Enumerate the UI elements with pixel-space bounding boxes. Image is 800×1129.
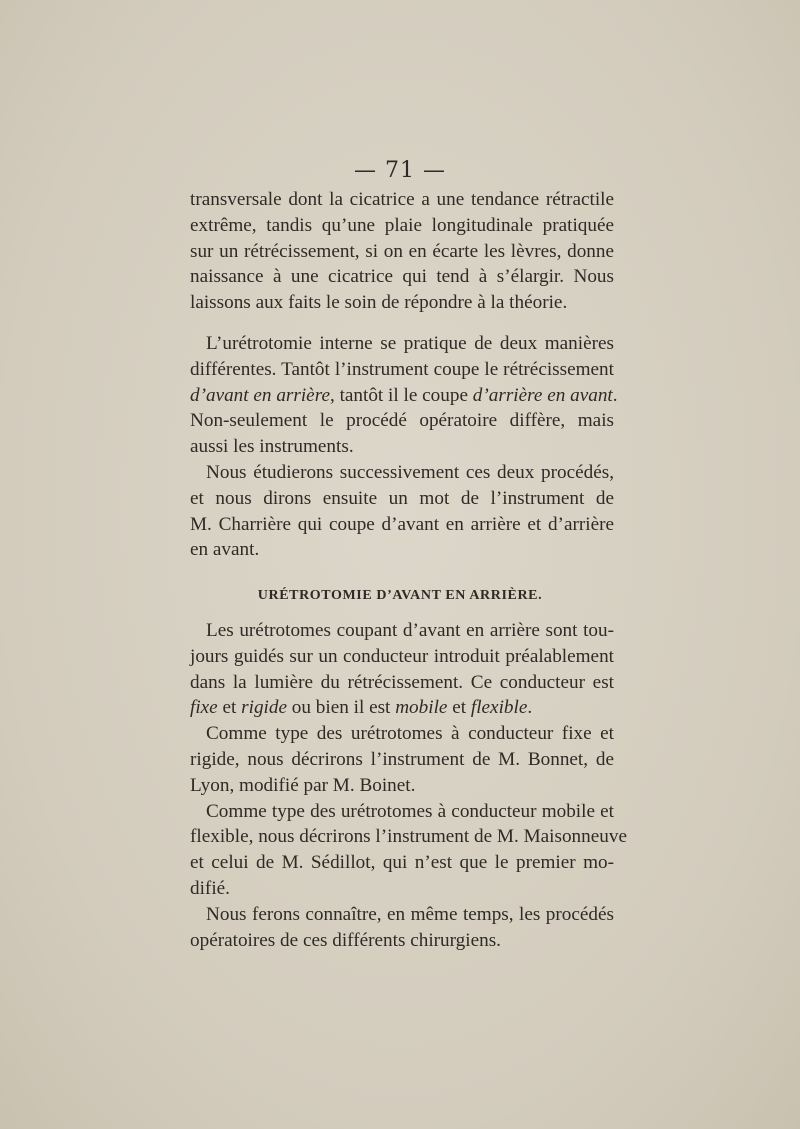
text-span: . — [612, 384, 618, 406]
text-line — [190, 383, 618, 409]
text-line — [190, 695, 614, 721]
text-span: et — [447, 697, 471, 719]
text-line: L’urétrotomie interne se pratique de deux manières — [206, 333, 614, 354]
text-span: et — [217, 697, 242, 719]
text-line: sur un rétrécissement, si on en écarte les lèvres, donne — [190, 240, 614, 262]
text-line: Comme type des urétrotomes à conducteur fixe et — [206, 723, 614, 745]
text-span: . — [527, 697, 533, 719]
text-line: Lyon, modifié par M. Boinet. — [190, 774, 416, 796]
text-line: Non-seulement le procédé opératoire diffère, mais — [190, 410, 614, 432]
text-line: laissons aux faits le soin de répondre à la théorie. — [190, 292, 568, 314]
page-number: — 71 — — [354, 158, 446, 183]
text-line: extrême, tandis qu’une plaie longitudinale pratiquée — [190, 214, 614, 236]
text-line: Comme type des urétrotomes à conducteur mobile et — [206, 800, 614, 822]
paragraph-3 — [190, 618, 627, 953]
text-line: dans la lumière du rétrécissement. Ce conducteur est — [190, 671, 614, 693]
text-line: opératoires de ces différents chirurgiens. — [190, 929, 501, 951]
paragraph-2 — [190, 331, 618, 563]
text-line: naissance à une cicatrice qui tend à s’élargir. Nous — [190, 266, 614, 288]
text-line: flexible, nous décrirons l’instrument de M. Maisonneuve — [190, 826, 627, 848]
text-line: Les urétrotomes coupant d’avant en arrière sont tou- — [206, 620, 614, 641]
paragraph-1 — [190, 187, 614, 316]
italic-text: d’avant en arrière — [190, 384, 330, 406]
text-line: transversale dont la cicatrice a une tendance rétractile — [190, 189, 614, 210]
text-line: et nous dirons ensuite un mot de l’instrument de — [190, 487, 614, 509]
text-line: Nous étudierons successivement ces deux procédés, — [206, 461, 614, 483]
text-line: jours guidés sur un conducteur introduit préalablement — [190, 645, 614, 667]
text-span: ou bien il est — [287, 697, 396, 719]
text-line: et celui de M. Sédillot, qui n’est que le premier mo- — [190, 852, 614, 874]
italic-text: fixe — [190, 697, 218, 719]
text-span: , tantôt il le coupe — [329, 384, 473, 406]
italic-text: d’arrière en avant — [472, 384, 613, 406]
section-heading: URÉTROTOMIE D’AVANT EN ARRIÈRE. — [257, 588, 543, 603]
italic-text: rigide — [241, 697, 287, 719]
text-line: rigide, nous décrirons l’instrument de M. Bonnet, de — [190, 748, 614, 770]
text-line: en avant. — [190, 539, 260, 561]
text-line: différentes. Tantôt l’instrument coupe le rétrécissement — [190, 358, 614, 380]
italic-text: mobile — [395, 697, 448, 719]
text-line: Nous ferons connaître, en même temps, les procédés — [206, 903, 614, 925]
text-line: difié. — [190, 877, 230, 899]
text-line: aussi les instruments. — [190, 436, 354, 458]
text-line: M. Charrière qui coupe d’avant en arrière et d’arrière — [190, 513, 614, 535]
italic-text: flexible — [470, 697, 528, 719]
